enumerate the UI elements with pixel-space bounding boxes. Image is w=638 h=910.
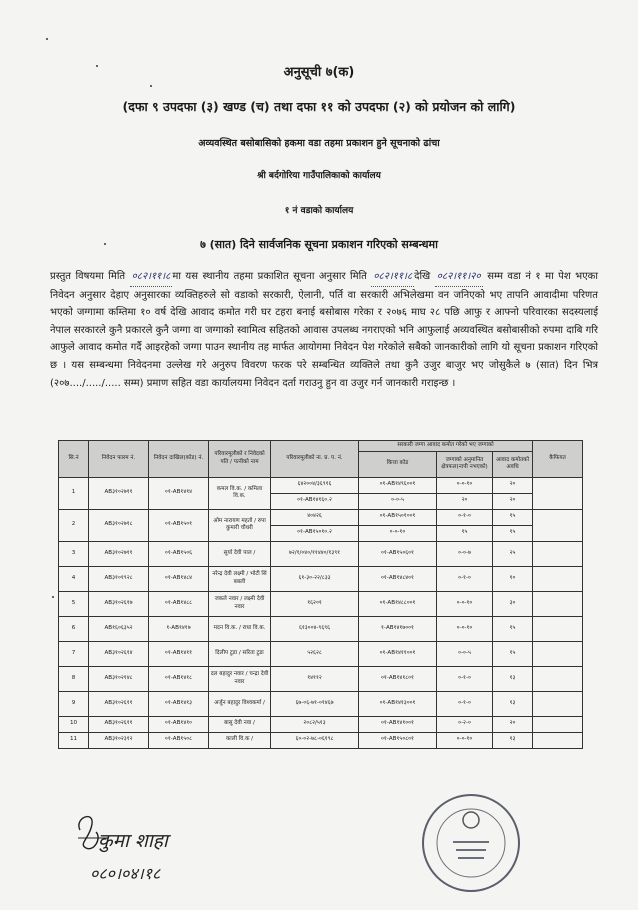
cell-years: १३ [493,732,533,748]
cell-name: मदन वि.क. / राधा वि.क. [209,616,271,641]
header-name: परिवारमूलीको र निवेदको पति / पत्नीको नाम [209,441,271,478]
table-row [59,477,583,493]
cell-years: २० [493,716,533,732]
scan-speck [46,38,48,40]
cell-citizenship: ६१-३०-२२/८३३ [271,566,359,591]
cell-name: दल बहादुर नवार / चन्द्रा देवी नवार [209,666,271,691]
cell-years: १३ [493,666,533,691]
cell-area: ०-१-० [437,691,493,716]
table-row [59,691,583,716]
cell-sn: 10 [59,716,89,732]
cell-app-no: AB३१०२१४८ [89,666,149,691]
handwritten-date: ०८२।११।८ [371,268,414,287]
table-body [59,541,583,748]
cell-kitta: १-AB१४१७००१ [359,616,437,641]
cell-years: २० [493,477,533,493]
cell-sn: 11 [59,732,89,748]
cell-area: ०-१-० [437,509,493,525]
cell-years: २५ [493,541,533,566]
cell-code: ०१-AB१४८८ [149,591,209,616]
cell-app-no: AB३१०२६११ [89,716,149,732]
cell-code: ०१-AB१५०१ [149,509,209,541]
cell-years: ३० [493,591,533,616]
cell-remarks [533,732,583,748]
table-row [59,666,583,691]
cell-citizenship: ४०४२६ [271,509,359,525]
table-row [59,716,583,732]
cell-years: १५ [493,616,533,641]
cell-code: ०१-AB१५०६ [149,541,209,566]
handwritten-date: ०८२।११।२० [435,268,483,287]
cell-kitta: ०१-AB१५०६०१ [359,541,437,566]
cell-citizenship: ६१३००४-९६९६ [271,616,359,641]
cell-name: जकले नवार / लक्ष्मी देवी नवार [209,591,271,616]
cell-remarks [533,666,583,691]
header-sn: सि.नं [59,441,89,478]
cell-code: ०१-AB१४१८ [149,666,209,691]
header-app-no: निवेदन फारम नं. [89,441,149,478]
cell-kitta: ०१-AB१४१३००१ [359,691,437,716]
cell-name: दिलीप टुडा / सरिता टुडा [209,641,271,666]
cell-area: ०-१-० [437,666,493,691]
cell-citizenship: ५२६२८ [271,641,359,666]
scan-speck [150,85,152,87]
cell-kitta: ०१-AB१५०१००१ [359,509,437,525]
header-area: जग्गाको अनुमानित क्षेत्रफल(नापी नभएको) [437,451,493,477]
header-years: आवाद कमोतको अवधि [493,451,533,477]
cell-area: ०-०-१० [437,732,493,748]
cell-app-no: AB३१०२६१४ [89,641,149,666]
cell-name: ओम नारायण महतो / रुपा कुमारी चौधरी [209,509,271,541]
cell-years: १३ [493,691,533,716]
cell-sn: 6 [59,616,89,641]
table-row [59,591,583,616]
header-remarks: कैफियत [533,441,583,478]
cell-remarks [533,541,583,566]
para-text: मा यस स्थानीय तहमा प्रकाशित सूचना अनुसार मिति [172,271,367,282]
cell-remarks [533,509,583,541]
cell-code: १-AB१४१७ [149,616,209,641]
cell-name: काली वि.क / [209,732,271,748]
cell-name: नरेन्द्र देवी लक्ष्मी / भोटी सिं बबली [209,566,271,591]
cell-sn: 7 [59,641,89,666]
cell-name: बासु देवी नवा / [209,716,271,732]
notice-paragraph [50,268,598,392]
cell-citizenship: २०८२/५१३ [271,716,359,732]
cell-citizenship: ६४२००४/३६९१६ [271,477,359,493]
table-row [59,732,583,748]
cell-remarks [533,641,583,666]
cell-kitta: ०-०-१० [359,525,437,541]
cell-kitta: ०१-AB१४१८०१ [359,666,437,691]
cell-code: ०१-AB१४८४ [149,566,209,591]
header-dept-code: निवेदन दाखिल(कोड) नं. [149,441,209,478]
cell-area: ०-०-१० [437,591,493,616]
para-text: प्रस्तुत विषयमा मिति [50,271,126,282]
cell-app-no: AB३१०२७१८ [89,509,149,541]
cell-kitta: ०१-AB१४९६००१ [359,477,437,493]
header-land-group: सरकारी जग्गा आवाद कमोत गरेको भए जग्गाको [359,441,533,452]
cell-area: ०-०-७ [437,541,493,566]
ward-office: १ नं वडाको कार्यालय [284,206,354,216]
cell-citizenship: १४११२ [271,666,359,691]
cell-app-no: AB३१०२३१२ [89,732,149,748]
scan-speck [52,596,54,598]
notice-format: अव्यवस्थित बसोबासिको हकमा वडा तहमा प्रकाशन हुने सूचनाको ढांचा [198,138,440,149]
cell-name: सुर्या देवी पाल / [209,541,271,566]
cell-years: १५ [493,525,533,541]
signature-date: ०८०।०४।१८ [90,864,161,883]
table-row [59,616,583,641]
cell-area: ०-०-५ [437,641,493,666]
cell-code: ०१-AB१४१४ [149,477,209,509]
cell-citizenship: ६७-०६-७१-०१४६७ [271,691,359,716]
cell-sn: 1 [59,477,89,509]
para-text: सम्म वडा नं १ मा पेश भएका निवेदन अनुसार देहाए अनुसारका व्यक्तिहरुले सो वडाको सरकारी, ऐलानी, पर्ति वा सरकारी अभिलेखमा वन जनिएको भए तापनि आवादीमा परिणत भएको जग्गामा कम्तिमा १० वर्ष देखि आवाद कमोत गरी घर टहरा बनाई बसोबास गरेका र २०७६ माघ २८ पछि आफु र आफ्नो परिवारका सदस्यलाई नेपाल सरकारले कुनै प्रकारले कुनै जग्गा वा जग्गाको स्वामित्व सहितको आवास उपलब्ध नगराएको भनि आफुलाई अव्यवस्थित बसोबासीको रुपमा दाबि गरि आफुले आवाद कमोत गर्दै आइरहेको जग्गा पाउन स्थानीय तह मार्फत आयोगमा निवेदन पेश गरेकोले सबैको जानकारीको लागि यो सूचना प्रकाशन गरिएको छ । यस सम्बन्धमा निवेदनमा उल्लेख गरे अनुरुप विवरण फरक परे सम्बन्धित व्यक्तिले तथा कुनै उजुर बाजुर भए जोसुकैले ७ (सात) दिन भित्र (२०७..../...../..... सम्म) प्रमाण सहित वडा कार्यालयमा निवेदन दर्ता गराउनु हुन वा उजुर गर्न जानकारी गराइन्छ । [50,271,598,389]
cell-years: २० [493,493,533,509]
handwritten-date: ०८२।११।८ [130,268,173,287]
cell-name: अर्जुन बहादुर विश्वकर्मा / [209,691,271,716]
table-row [59,509,583,525]
cell-area: ०-२-० [437,716,493,732]
cell-remarks [533,591,583,616]
cell-sn: 4 [59,566,89,591]
cell-sn: 5 [59,591,89,616]
cell-area: ०-०-१० [437,616,493,641]
cell-app-no: AB१६०६३५२ [89,616,149,641]
cell-area: १५ [437,525,493,541]
table-row [59,541,583,566]
cell-sn: 3 [59,541,89,566]
cell-citizenship: ०१-AB१५०१०.२ [271,525,359,541]
cell-years: १० [493,566,533,591]
cell-name: कमल वि.क. / कमिला वि.क. [209,477,271,509]
cell-kitta: ०१-AB१४८४०१ [359,566,437,591]
para-text: देखि [414,271,431,282]
cell-area: २० [437,493,493,509]
cell-code: ०१-AB१४१३ [149,691,209,716]
cell-remarks [533,691,583,716]
table-row [59,641,583,666]
notice-heading: ७ (सात) दिने सार्वजनिक सूचना प्रकाशन गरिएको सम्बन्धमा [200,238,438,251]
cell-code: ०१-AB१४१० [149,716,209,732]
cell-remarks [533,716,583,732]
cell-remarks [533,566,583,591]
cell-code: ०१-AB१५०८ [149,732,209,748]
applicant-table [58,440,583,749]
header-citizenship: परिवारमूलीको ना. प्र. प. नं. [271,441,359,478]
cell-years: १५ [493,509,533,525]
office-stamp-seal [418,790,524,896]
cell-app-no: AB३१०२७११ [89,477,149,509]
schedule-title: अनुसूची ७(क) [283,65,355,80]
cell-citizenship: ७२/१/०४०/११४४०/१३९१ [271,541,359,566]
cell-citizenship: ६०-०२-७८-०६१९८ [271,732,359,748]
office-name: श्री बर्दगोरिया गाउँपालिकाको कार्यालय [257,171,381,181]
cell-kitta: ०१-AB१४१००१ [359,716,437,732]
cell-sn: 8 [59,666,89,691]
cell-kitta: ०१-AB१४११००१ [359,641,437,666]
cell-area: ०-०-१० [437,477,493,493]
header-kitta: कित्ता कोड [359,451,437,477]
cell-kitta: ०१-AB१५०८०१ [359,732,437,748]
cell-citizenship: १६२०१ [271,591,359,616]
cell-code: ०१-AB१४११ [149,641,209,666]
cell-app-no: AB३१०२६१७ [89,591,149,616]
table-row [59,566,583,591]
cell-app-no: AB३१०२६११ [89,691,149,716]
cell-remarks [533,477,583,509]
cell-sn: 2 [59,509,89,541]
cell-app-no: AB३१०२७११ [89,541,149,566]
cell-citizenship: ०१-AB१४१६०.२ [271,493,359,509]
cell-sn: 9 [59,691,89,716]
cell-area: ०-१-० [437,566,493,591]
cell-remarks [533,616,583,641]
signature-name: कुमा शाहा [98,830,168,852]
subtitle: (दफा ९ उपदफा (३) खण्ड (च) तथा दफा ११ को उपदफा (२) को प्रयोजन को लागि) [122,99,516,114]
cell-kitta: ०-०-५ [359,493,437,509]
cell-app-no: AB३१०१९२८ [89,566,149,591]
cell-kitta: ०१-AB१४८८००१ [359,591,437,616]
cell-years: १५ [493,641,533,666]
